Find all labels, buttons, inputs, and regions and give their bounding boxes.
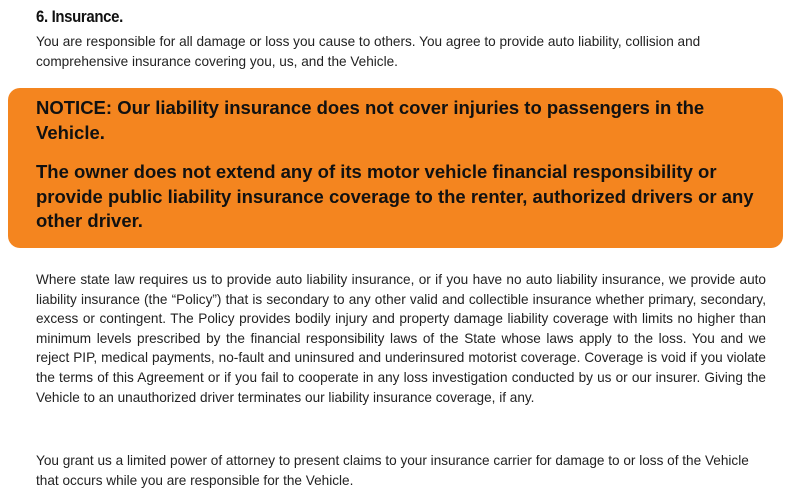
section-title: 6. Insurance. <box>36 7 123 26</box>
power-of-attorney-paragraph: You grant us a limited power of attorney to present claims to your insurance carrier for damage to or loss of the Vehicle that occurs while you are responsible for the Vehicle. <box>36 453 749 488</box>
notice-paragraph-passengers: NOTICE: Our liability insurance does not cover injuries to passengers in the Vehicle. <box>36 97 705 143</box>
liability-policy-paragraph: Where state law requires us to provide auto liability insurance, or if you have no auto liability insurance, we provide auto liability insurance (the “Policy”) that is secondary to any other valid and collectible insurance whether primary, secondary, excess or contingent. The Policy provides bodily injury and property damage liability coverage with limits no higher than minimum levels prescribed by the financial responsibility laws of the State whose laws apply to the loss. You and we reject PIP, medical payments, no-fault and uninsured and underinsured motorist coverage. Coverage is void if you violate the terms of this Agreement or if you fail to cooperate in any loss investigation conducted by us or our insurer. Giving the Vehicle to an unauthorized driver terminates our liability insurance coverage, if any. <box>36 272 766 405</box>
notice-paragraph-owner: The owner does not extend any of its motor vehicle financial responsibility or provide public liability insurance coverage to the renter, authorized drivers or any other driver. <box>36 161 754 231</box>
notice-box <box>8 88 783 248</box>
intro-paragraph: You are responsible for all damage or loss you cause to others. You agree to provide auto liability, collision and comprehensive insurance covering you, us, and the Vehicle. <box>36 34 701 69</box>
